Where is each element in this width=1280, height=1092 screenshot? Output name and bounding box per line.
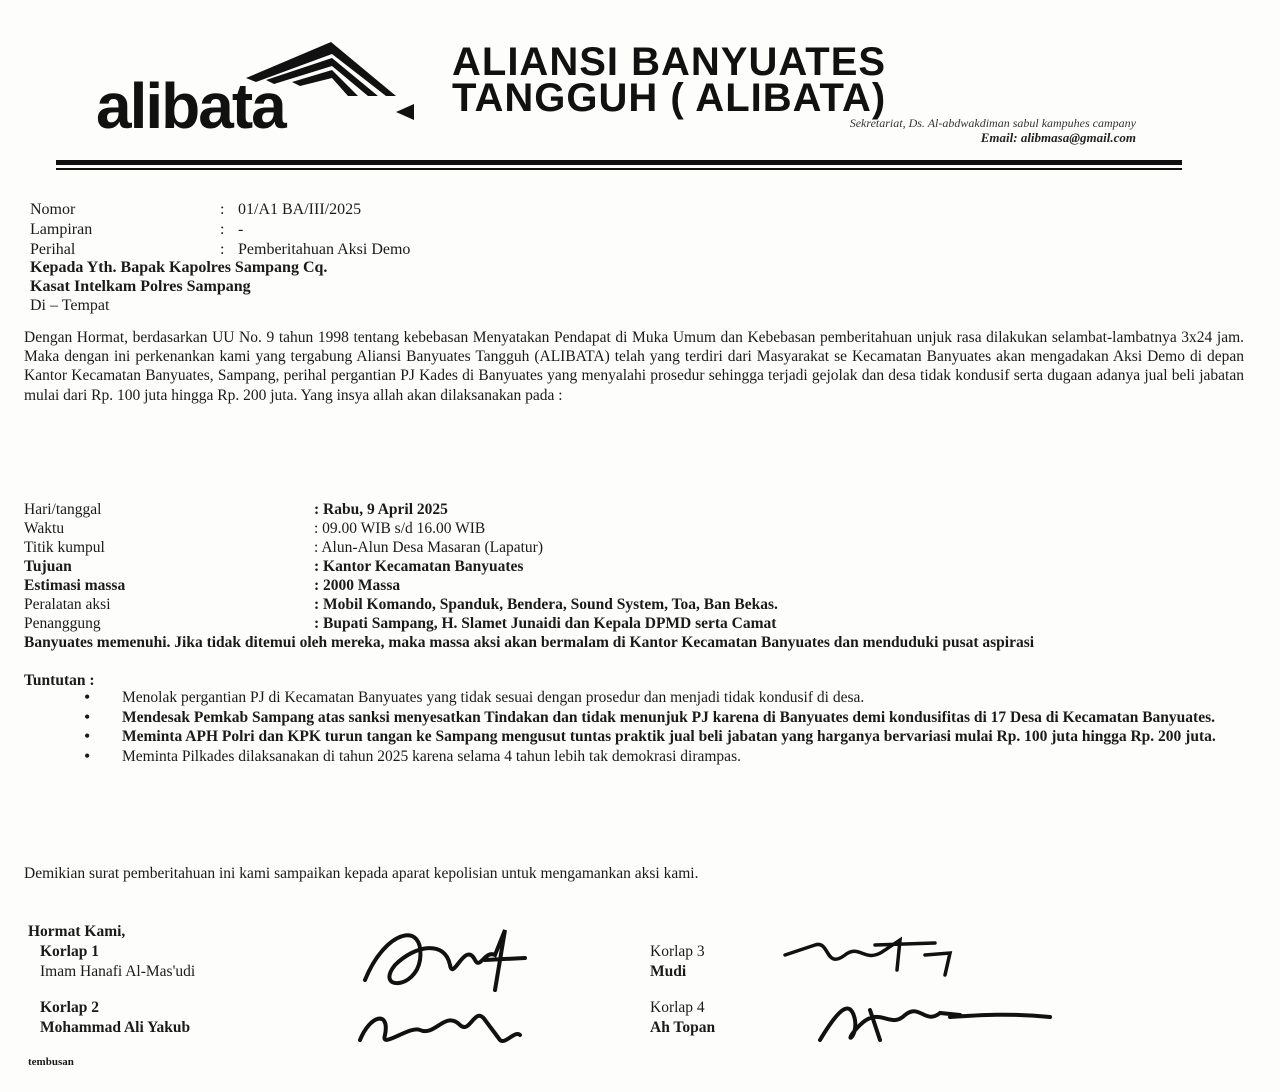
org-name-line-1: ALIANSI BANYUATES (452, 40, 887, 84)
bullet-icon: • (84, 745, 91, 766)
detail-row (24, 595, 1244, 614)
signatory-korlap-4 (650, 998, 715, 1038)
closing-paragraph: Demikian surat pemberitahuan ini kami sampaikan kepada aparat kepolisian untuk mengamankan aksi kami. (24, 865, 699, 882)
signatory-name: Mudi (650, 963, 687, 980)
meta-value: - (238, 221, 244, 238)
event-details (24, 500, 1244, 652)
signatory-korlap-1 (40, 942, 195, 982)
demand-text: Meminta APH Polri dan KPK turun tangan ke Sampang mengusut tuntas praktik jual beli jabatan yang harganya bervariasi mulai Rp. 100 juta hingga Rp. 200 juta. (122, 728, 1216, 745)
detail-row (24, 576, 1244, 595)
meta-row-number: Nomor : 01/A1 BA/III/2025 (30, 201, 362, 218)
meta-key: Nomor (30, 201, 76, 218)
detail-key: Waktu (24, 520, 65, 537)
secretariat-address: Sekretariat, Ds. Al-abdwakdiman sabul kampuhes campany (849, 116, 1136, 130)
detail-key: Tujuan (24, 558, 72, 575)
signatory-korlap-2 (40, 998, 190, 1038)
meta-value: Pemberitahuan Aksi Demo (238, 241, 411, 258)
signature-1-icon (355, 920, 545, 1000)
demands-list (84, 688, 1244, 766)
bullet-icon: • (84, 726, 91, 746)
signatory-title: Korlap 2 (40, 999, 99, 1016)
detail-value: : Kantor Kecamatan Banyuates (314, 558, 524, 575)
demand-text: Mendesak Pemkab Sampang atas sanksi menyesatkan Tindakan dan tidak menunjuk PJ karena di Banyuates demi kondusifitas di 17 Desa di Kecamatan Banyuates. (122, 708, 1215, 726)
meta-row-attachment: Lampiran : - (30, 221, 244, 238)
organization-email: Email: alibmasa@gmail.com (980, 130, 1136, 145)
alibata-logo (96, 34, 436, 142)
detail-key: Hari/tanggal (24, 501, 102, 518)
list-item (84, 708, 1244, 728)
detail-row (24, 538, 1244, 557)
logo-text: alibata (96, 70, 285, 142)
meta-value: 01/A1 BA/III/2025 (238, 201, 362, 218)
bullet-icon: • (84, 706, 91, 727)
demand-text: Menolak pergantian PJ di Kecamatan Banyuates yang tidak sesuai dengan prosedur dan menjadi tidak kondusif di desa. (122, 689, 865, 706)
signatory-title: Korlap 4 (650, 999, 705, 1016)
signatory-name: Ah Topan (650, 1019, 716, 1036)
recipient-address (30, 258, 327, 315)
signatory-title: Korlap 1 (40, 943, 99, 960)
detail-row (24, 557, 1244, 576)
signatory-title: Korlap 3 (650, 943, 705, 960)
signatory-korlap-3 (650, 942, 705, 982)
detail-key: Estimasi massa (24, 577, 126, 594)
address-line: Di – Tempat (30, 297, 110, 314)
detail-row (24, 614, 1244, 633)
header-rule-thin (56, 168, 1182, 170)
detail-value: : Bupati Sampang, H. Slamet Junaidi dan Kepala DPMD serta Camat (314, 615, 777, 632)
header-rule-thick (56, 160, 1182, 165)
detail-key: Peralatan aksi (24, 596, 111, 613)
demands-heading: Tuntutan : (24, 672, 95, 689)
signature-3-icon (775, 925, 975, 985)
signatory-name: Imam Hanafi Al-Mas'udi (40, 963, 196, 980)
meta-row-subject: Perihal : Pemberitahuan Aksi Demo (30, 241, 411, 258)
demand-text: Meminta Pilkades dilaksanakan di tahun 2025 karena selama 4 tahun lebih tak demokrasi dirampas. (122, 747, 741, 765)
signature-4-icon (810, 985, 1070, 1055)
signatory-name: Mohammad Ali Yakub (40, 1019, 191, 1036)
list-item (84, 688, 1244, 708)
detail-value: : Rabu, 9 April 2025 (314, 501, 448, 518)
detail-row (24, 519, 1244, 538)
detail-value: : Mobil Komando, Spanduk, Bendera, Sound System, Toa, Ban Bekas. (314, 596, 778, 613)
detail-value: : Alun-Alun Desa Masaran (Lapatur) (314, 539, 543, 556)
signature-heading: Hormat Kami, (28, 923, 126, 940)
detail-value: : 09.00 WIB s/d 16.00 WIB (314, 520, 486, 537)
footer-note: tembusan (28, 1056, 74, 1068)
letter-meta (30, 200, 410, 260)
address-line: Kepada Yth. Bapak Kapolres Sampang Cq. (30, 259, 328, 276)
detail-value: : 2000 Massa (314, 577, 401, 594)
bullet-icon: • (84, 687, 91, 707)
signature-2-icon (350, 995, 530, 1055)
address-line: Kasat Intelkam Polres Sampang (30, 278, 251, 295)
org-name-line-2: TANGGUH ( ALIBATA) (452, 76, 887, 120)
list-item (84, 747, 1244, 767)
intro-paragraph: Dengan Hormat, berdasarkan UU No. 9 tahun 1998 tentang kebebasan Menyatakan Pendapat di Muka Umum dan Kebebasan pemberitahuan unjuk rasa dilakukan selambat-lambatnya 3x24 jam. Maka dengan ini perkenankan kami yang tergabung Aliansi Banyuates Tangguh (ALIBATA) telah yang terdiri dari Masyarakat se Kecamatan Banyuates akan mengadakan Aksi Demo di depan Kantor Kecamatan Banyuates, Sampang, perihal pergantian PJ Kades di Banyuates yang menyalahi prosedur sehingga terjadi gejolak dan desa tidak kondusif serta dugaan adanya jual beli jabatan mulai dari Rp. 100 juta hingga Rp. 200 juta. Yang insya allah akan dilaksanakan pada : (24, 329, 1244, 404)
detail-key: Titik kumpul (24, 539, 105, 556)
detail-continuation: Banyuates memenuhi. Jika tidak ditemui oleh mereka, maka massa aksi akan bermalam di Kantor Kecamatan Banyuates dan menduduki pusat aspirasi (24, 634, 1035, 651)
detail-key: Penanggung (24, 615, 101, 632)
meta-key: Lampiran (30, 221, 93, 238)
list-item (84, 727, 1244, 747)
detail-row (24, 500, 1244, 519)
meta-key: Perihal (30, 241, 76, 258)
organization-name (452, 40, 1142, 120)
